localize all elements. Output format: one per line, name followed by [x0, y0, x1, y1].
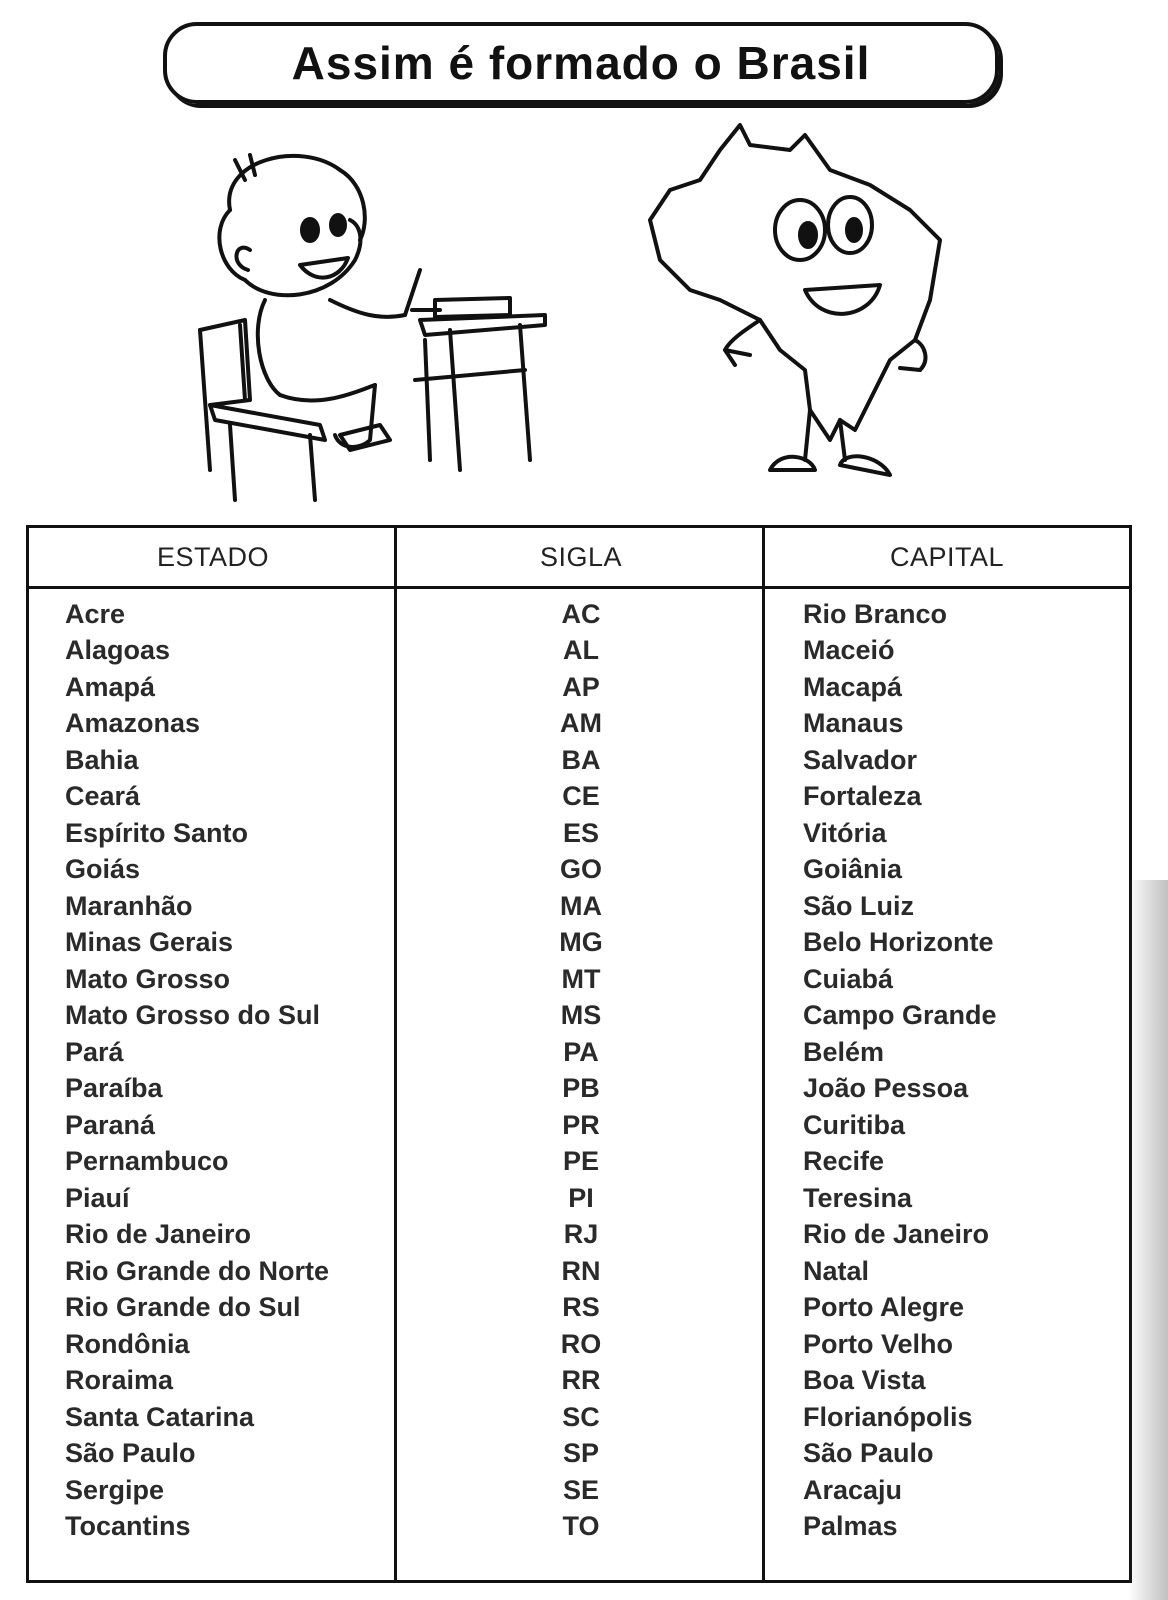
table-row — [29, 1180, 1129, 1217]
table-row — [29, 1071, 1129, 1108]
table-row — [29, 852, 1129, 889]
capital-cell: Maceió — [803, 635, 895, 666]
sigla-cell: PI — [568, 1182, 594, 1213]
capital-cell: Macapá — [803, 671, 903, 702]
capital-cell: Goiânia — [803, 854, 903, 885]
sigla-cell: SC — [562, 1401, 600, 1432]
table-row — [29, 925, 1129, 962]
sigla-cell: AM — [560, 708, 602, 739]
estado-cell: Goiás — [65, 854, 141, 885]
table-row — [29, 1509, 1129, 1546]
estado-cell: Tocantins — [65, 1511, 191, 1542]
table-row — [29, 596, 1129, 633]
estado-cell: Maranhão — [65, 890, 193, 921]
estado-cell: Rio de Janeiro — [65, 1219, 252, 1250]
sigla-cell: RJ — [563, 1219, 599, 1250]
sigla-cell: PB — [562, 1073, 600, 1104]
sigla-cell: MS — [560, 1000, 602, 1031]
capital-cell: Teresina — [803, 1182, 913, 1213]
sigla-cell: MA — [560, 890, 602, 921]
capital-cell: Palmas — [803, 1511, 898, 1542]
table-body — [29, 596, 1129, 1545]
states-table — [26, 525, 1132, 1583]
table-row — [29, 1253, 1129, 1290]
capital-cell: Natal — [803, 1255, 870, 1286]
estado-cell: Acre — [65, 598, 126, 629]
table-row — [29, 779, 1129, 816]
table-row — [29, 1399, 1129, 1436]
capital-cell: Campo Grande — [803, 1000, 997, 1031]
estado-cell: Santa Catarina — [65, 1401, 255, 1432]
estado-cell: Mato Grosso — [65, 963, 231, 994]
sigla-cell: AP — [562, 671, 600, 702]
estado-cell: Paraíba — [65, 1073, 163, 1104]
header-sigla: SIGLA — [539, 541, 623, 572]
capital-cell: Florianópolis — [803, 1401, 973, 1432]
title-box — [163, 22, 999, 104]
estado-cell: Amapá — [65, 671, 156, 702]
estado-cell: Espírito Santo — [65, 817, 249, 848]
table-row — [29, 1034, 1129, 1071]
sigla-cell: TO — [562, 1511, 600, 1542]
table-row — [29, 633, 1129, 670]
estado-cell: Roraima — [65, 1365, 174, 1396]
sigla-cell: SP — [562, 1438, 600, 1469]
table-row — [29, 815, 1129, 852]
capital-cell: Salvador — [803, 744, 918, 775]
estado-cell: Rio Grande do Norte — [65, 1255, 330, 1286]
capital-cell: Porto Velho — [803, 1328, 954, 1359]
sigla-cell: AL — [563, 635, 599, 666]
capital-cell: São Paulo — [803, 1438, 934, 1469]
table-row — [29, 1290, 1129, 1327]
sigla-cell: BA — [561, 744, 601, 775]
table-row — [29, 1326, 1129, 1363]
table-header — [29, 528, 1129, 589]
capital-cell: Belém — [803, 1036, 885, 1067]
estado-cell: Rondônia — [65, 1328, 190, 1359]
estado-cell: Mato Grosso do Sul — [65, 1000, 321, 1031]
table-row — [29, 669, 1129, 706]
table-row — [29, 1144, 1129, 1181]
page-title: Assim é formado o Brasil — [291, 37, 871, 89]
capital-cell: Vitória — [803, 817, 887, 848]
sigla-cell: SE — [562, 1474, 600, 1505]
capital-cell: Manaus — [803, 708, 904, 739]
estado-cell: Bahia — [65, 744, 139, 775]
page-binding-shadow — [1128, 880, 1168, 1600]
capital-cell: Rio Branco — [803, 598, 948, 629]
estado-cell: Sergipe — [65, 1474, 165, 1505]
table-row — [29, 1436, 1129, 1473]
estado-cell: Piauí — [65, 1182, 130, 1213]
brazil-map-mascot-illustration — [630, 110, 970, 510]
sigla-cell: RR — [561, 1365, 601, 1396]
sigla-cell: AC — [561, 598, 601, 629]
capital-cell: Porto Alegre — [803, 1292, 965, 1323]
table-row — [29, 998, 1129, 1035]
estado-cell: Paraná — [65, 1109, 156, 1140]
sigla-cell: ES — [562, 817, 600, 848]
capital-cell: João Pessoa — [803, 1073, 969, 1104]
sigla-cell: CE — [562, 781, 600, 812]
estado-cell: São Paulo — [65, 1438, 196, 1469]
sigla-cell: RS — [562, 1292, 600, 1323]
capital-cell: Rio de Janeiro — [803, 1219, 990, 1250]
capital-cell: São Luiz — [803, 890, 915, 921]
capital-cell: Belo Horizonte — [803, 927, 994, 958]
capital-cell: Recife — [803, 1146, 885, 1177]
header-capital: CAPITAL — [889, 541, 1005, 572]
table-row — [29, 1363, 1129, 1400]
estado-cell: Minas Gerais — [65, 927, 234, 958]
capital-cell: Fortaleza — [803, 781, 922, 812]
sigla-cell: MG — [559, 927, 603, 958]
sigla-cell: MT — [561, 963, 601, 994]
table-row — [29, 742, 1129, 779]
estado-cell: Alagoas — [65, 635, 171, 666]
capital-cell: Cuiabá — [803, 963, 894, 994]
capital-cell: Curitiba — [803, 1109, 906, 1140]
table-row — [29, 961, 1129, 998]
sigla-cell: PE — [562, 1146, 600, 1177]
table-row — [29, 706, 1129, 743]
boy-at-desk-illustration — [190, 140, 560, 510]
estado-cell: Rio Grande do Sul — [65, 1292, 301, 1323]
estado-cell: Pará — [65, 1036, 124, 1067]
estado-cell: Amazonas — [65, 708, 201, 739]
table-row — [29, 1217, 1129, 1254]
sigla-cell: PR — [562, 1109, 600, 1140]
sigla-cell: GO — [559, 854, 602, 885]
table-row — [29, 888, 1129, 925]
capital-cell: Boa Vista — [803, 1365, 926, 1396]
sigla-cell: RO — [560, 1328, 602, 1359]
header-estado: ESTADO — [156, 541, 269, 572]
sigla-cell: RN — [561, 1255, 601, 1286]
table-row — [29, 1107, 1129, 1144]
capital-cell: Aracaju — [803, 1474, 903, 1505]
table-row — [29, 1472, 1129, 1509]
sigla-cell: PA — [563, 1036, 599, 1067]
estado-cell: Pernambuco — [65, 1146, 229, 1177]
estado-cell: Ceará — [65, 781, 141, 812]
